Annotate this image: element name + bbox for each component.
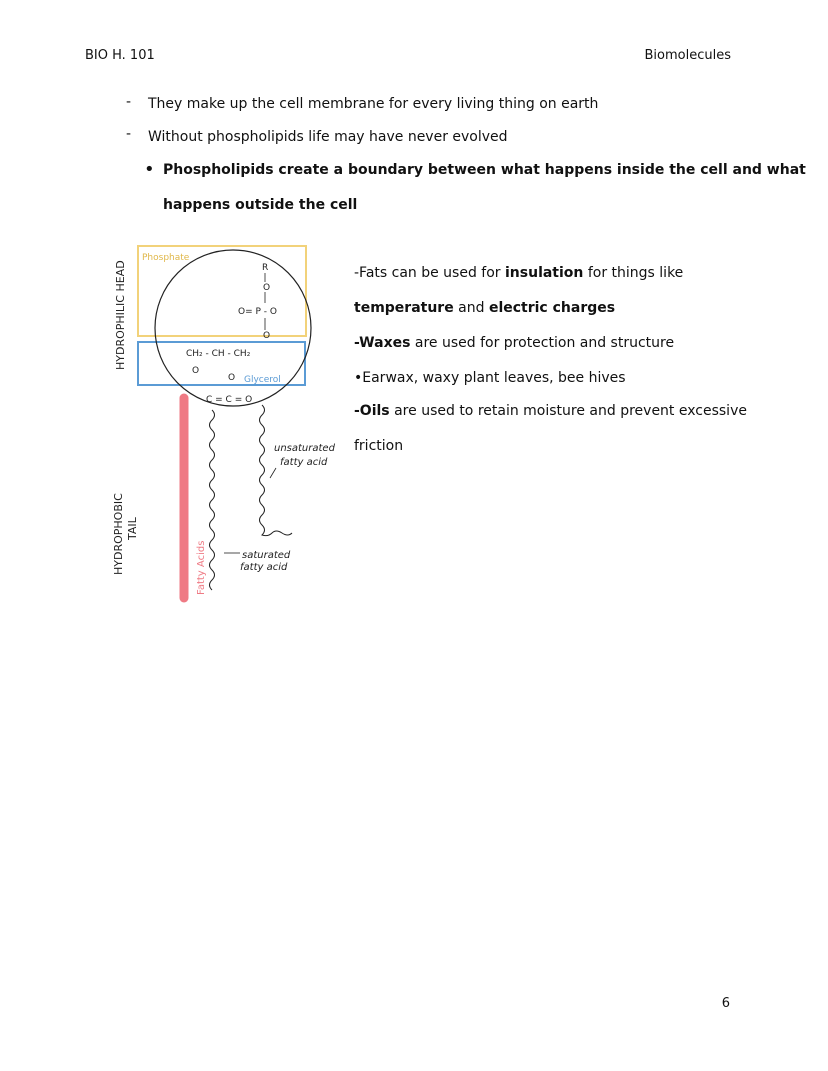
note-keyword: -Oils: [354, 403, 390, 419]
phospholipid-diagram: [100, 240, 350, 610]
note-text: are used to retain moisture and prevent excessive: [389, 403, 747, 419]
tail-zigzag: [260, 405, 293, 536]
saturated-label-1: saturated: [242, 550, 291, 561]
dash-marker: -: [126, 94, 132, 110]
chem-carbonyl: C = C = O: [206, 395, 253, 405]
note-wax-examples: •Earwax, waxy plant leaves, bee hives: [354, 370, 626, 386]
note-text: for things like: [583, 265, 684, 281]
tail-label: TAIL: [126, 517, 139, 540]
note-text: and: [453, 300, 489, 316]
tail-zigzag: [210, 410, 215, 590]
note-oils: [354, 403, 747, 419]
chem-backbone: CH₂ - CH - CH₂: [186, 349, 251, 359]
note-fats: [354, 265, 683, 281]
bullet-line-1: They make up the cell membrane for every living thing on earth: [148, 96, 599, 112]
page-number: 6: [721, 996, 730, 1011]
phosphate-label: Phosphate: [142, 253, 190, 263]
hydrophilic-head-label: HYDROPHILIC HEAD: [114, 260, 127, 370]
note-keyword: -Waxes: [354, 335, 411, 351]
hydrophobic-label: HYDROPHOBIC: [112, 493, 125, 575]
unsaturated-label-2: fatty acid: [280, 457, 328, 468]
note-keyword: temperature: [354, 300, 454, 316]
note-waxes: [354, 335, 674, 351]
unsaturated-pointer: [270, 468, 276, 478]
fatty-acids-label: Fatty Acids: [196, 540, 207, 595]
sub-bullet-line-1: Phospholipids create a boundary between what happens inside the cell and what: [163, 162, 806, 178]
unsaturated-label-1: unsaturated: [274, 443, 335, 454]
note-fats-cont: [354, 300, 615, 316]
course-header: BIO H. 101: [85, 48, 155, 63]
bullet-line-2: Without phospholipids life may have never evolved: [148, 129, 508, 145]
topic-header: Biomolecules: [644, 48, 731, 63]
note-text: -Fats can be used for: [354, 265, 505, 281]
sub-bullet-line-2: happens outside the cell: [163, 197, 358, 213]
chem-o-glycerol: O: [228, 373, 236, 383]
note-oils-cont: friction: [354, 438, 404, 454]
chem-r: R: [262, 263, 269, 273]
chem-o-mid: O: [263, 331, 271, 341]
dash-marker: -: [126, 126, 132, 142]
saturated-label-2: fatty acid: [240, 562, 288, 573]
note-text: are used for protection and structure: [410, 335, 675, 351]
chem-o-top: O: [263, 283, 271, 293]
note-keyword: electric charges: [488, 300, 616, 316]
chem-o-left: O: [192, 366, 200, 376]
dot-marker: •: [144, 159, 155, 180]
glycerol-label: Glycerol: [244, 375, 281, 385]
chem-op: O= P - O: [238, 307, 277, 317]
note-keyword: insulation: [505, 265, 584, 281]
